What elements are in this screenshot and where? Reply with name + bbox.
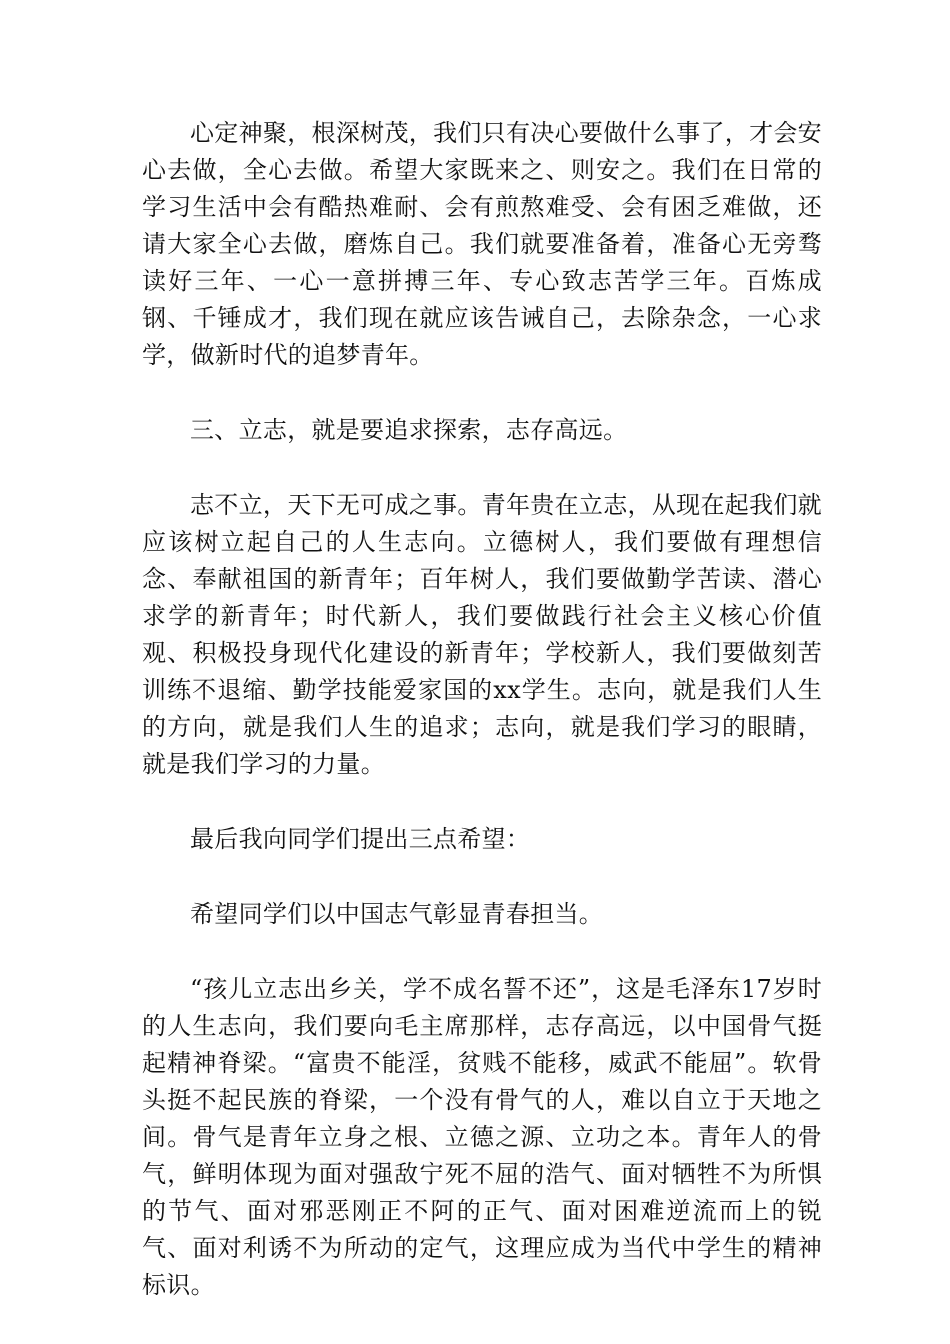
document-page xyxy=(142,115,822,1342)
paragraph-hope-1: 希望同学们以中国志气彰显青春担当。 xyxy=(190,900,604,928)
paragraph-hopes-intro: 最后我向同学们提出三点希望： xyxy=(190,825,531,853)
section-heading-3: 三、立志，就是要追求探索，志存高远。 xyxy=(190,416,628,444)
paragraph-focus: 心定神聚，根深树茂，我们只有决心要做什么事了，才会安心去做，全心去做。希望大家既来之、则安之。我们在日常的学习生活中会有酷热难耐、会有煎熬难受、会有困乏难做，还请大家全心去做，磨炼自己。我们就要准备着，准备心无旁骛读好三年、一心一意拼搏三年、专心致志苦学三年。百炼成钢、千锤成才，我们现在就应该告诫自己，去除杂念，一心求学，做新时代的追梦青年。 xyxy=(142,119,822,369)
paragraph-aspiration: 志不立，天下无可成之事。青年贵在立志，从现在起我们就应该树立起自己的人生志向。立德树人，我们要做有理想信念、奉献祖国的新青年；百年树人，我们要做勤学苦读、潜心求学的新青年；时代新人，我们要做践行社会主义核心价值观、积极投身现代化建设的新青年；学校新人，我们要做刻苦训练不退缩、勤学技能爱家国的xx学生。志向，就是我们人生的方向，就是我们人生的追求；志向，就是我们学习的眼睛，就是我们学习的力量。 xyxy=(142,491,822,778)
paragraph-backbone: “孩儿立志出乡关，学不成名誓不还”，这是毛泽东17岁时的人生志向，我们要向毛主席那样，志存高远，以中国骨气挺起精神脊梁。“富贵不能淫，贫贱不能移，威武不能屈”。软骨头挺不起民族的脊梁，一个没有骨气的人，难以自立于天地之间。骨气是青年立身之根、立德之源、立功之本。青年人的骨气，鲜明体现为面对强敌宁死不屈的浩气、面对牺牲不为所惧的节气、面对邪恶刚正不阿的正气、面对困难逆流而上的锐气、面对利诱不为所动的定气，这理应成为当代中学生的精神标识。 xyxy=(142,975,822,1299)
